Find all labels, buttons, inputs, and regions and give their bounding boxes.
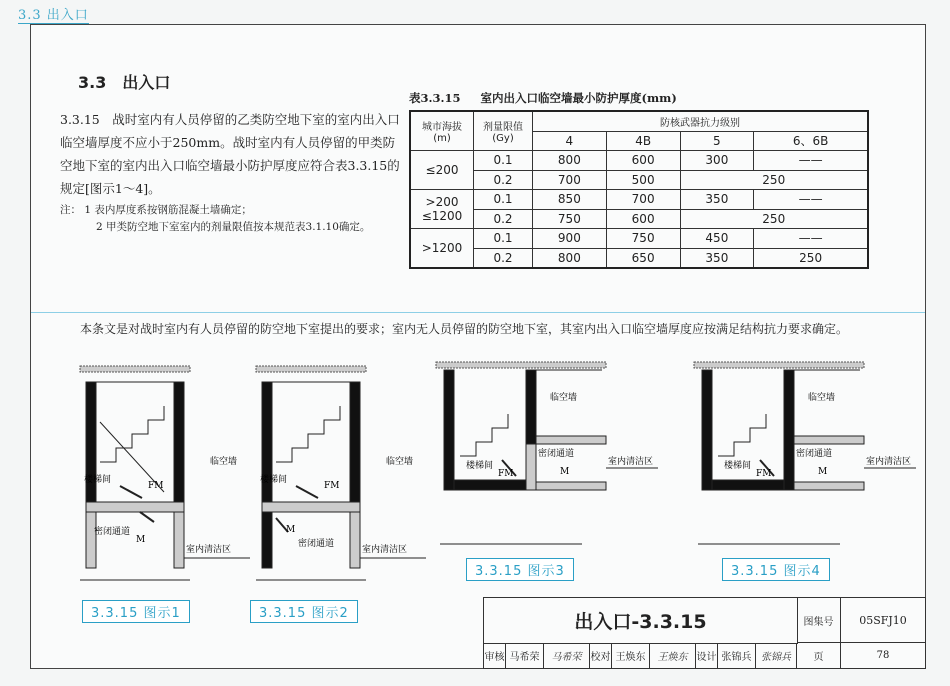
value-cell: 700 xyxy=(533,170,607,190)
diagram-4-label-airlock: 密闭通道 xyxy=(796,449,833,459)
value-cell: 650 xyxy=(606,248,680,268)
value-cell: 750 xyxy=(533,209,607,229)
altitude-cell-b: ≤1200 xyxy=(421,209,463,223)
value-cell: 850 xyxy=(533,190,607,210)
diagram-2-label-fm: FM xyxy=(324,481,340,491)
altitude-cell xyxy=(410,190,474,229)
diagram-2-label-m: M xyxy=(286,525,296,535)
value-cell: 300 xyxy=(680,151,754,171)
header-altitude-unit: (m) xyxy=(433,133,451,144)
value-cell: 450 xyxy=(680,229,754,249)
value-cell: 800 xyxy=(533,151,607,171)
review-label: 审核 xyxy=(484,643,506,669)
caption-diagram-3: 3.3.15 图示3 xyxy=(466,558,574,581)
value-cell: 600 xyxy=(606,209,680,229)
header-dose-unit: (Gy) xyxy=(492,133,514,144)
diagram-3 xyxy=(432,356,662,556)
dose-cell: 0.1 xyxy=(474,151,533,171)
atlas-no: 05SFJ10 xyxy=(841,598,926,643)
header-level: 防核武器抗力级别 xyxy=(533,111,869,131)
diagram-1-label-fm: FM xyxy=(148,481,164,491)
reviewer: 马希荣 xyxy=(506,643,544,669)
atlas-no-label: 图集号 xyxy=(797,598,841,643)
diagram-3-label-fm: FM xyxy=(498,469,514,479)
altitude-cell: ≤200 xyxy=(410,151,474,190)
diagram-4-label-fm: FM xyxy=(756,469,772,479)
value-cell: 700 xyxy=(606,190,680,210)
value-cell: 800 xyxy=(533,248,607,268)
value-cell: 900 xyxy=(533,229,607,249)
diagram-4-label-wall: 临空墙 xyxy=(808,393,836,403)
header-altitude xyxy=(410,111,474,151)
diagram-2-label-wall: 临空墙 xyxy=(386,457,414,467)
check-label: 校对 xyxy=(590,643,612,669)
drawing-title: 出入口-3.3.15 xyxy=(484,598,798,644)
dose-cell: 0.2 xyxy=(474,248,533,268)
designer-signature: 张锦兵 xyxy=(756,643,797,669)
checker-signature: 王焕东 xyxy=(650,643,696,669)
dose-cell: 0.1 xyxy=(474,190,533,210)
header-dose-label: 剂量限值 xyxy=(483,122,523,133)
diagram-1-label-m: M xyxy=(136,535,146,545)
thickness-table xyxy=(409,110,869,269)
value-cell: —— xyxy=(754,190,868,210)
diagram-1-label-airlock: 密闭通道 xyxy=(94,527,131,537)
diagram-3-label-clean: 室内清洁区 xyxy=(608,457,654,467)
level-cell: 4B xyxy=(606,131,680,151)
design-label: 设计 xyxy=(696,643,718,669)
diagram-3-label-wall: 临空墙 xyxy=(550,393,578,403)
diagram-1-label-stair: 楼梯间 xyxy=(84,475,112,485)
section-divider xyxy=(31,312,925,313)
value-cell: —— xyxy=(754,229,868,249)
note-2: 2 甲类防空地下室室内的剂量限值按本规范表3.1.10确定。 xyxy=(96,221,371,233)
value-cell: 750 xyxy=(606,229,680,249)
notes xyxy=(60,202,405,236)
diagram-1-label-wall: 临空墙 xyxy=(210,457,238,467)
title-block xyxy=(483,597,926,669)
diagram-4-label-clean: 室内清洁区 xyxy=(866,457,912,467)
reviewer-signature: 马希荣 xyxy=(544,643,590,669)
value-cell: 250 xyxy=(680,170,868,190)
level-cell: 6、6B xyxy=(754,131,868,151)
page-label: 页 xyxy=(797,643,841,669)
diagram-1 xyxy=(60,362,260,590)
header-altitude-label: 城市海拔 xyxy=(422,122,462,133)
diagram-3-label-airlock: 密闭通道 xyxy=(538,449,575,459)
diagram-2-label-stair: 楼梯间 xyxy=(260,475,288,485)
altitude-cell-a: >200 xyxy=(425,195,459,209)
section-tag: 3.3 出入口 xyxy=(18,4,89,24)
value-cell: 600 xyxy=(606,151,680,171)
diagram-4 xyxy=(690,356,920,556)
dose-cell: 0.1 xyxy=(474,229,533,249)
value-cell: 350 xyxy=(680,190,754,210)
value-cell: 250 xyxy=(754,248,868,268)
value-cell: —— xyxy=(754,151,868,171)
page-number: 78 xyxy=(841,643,926,669)
header-dose xyxy=(474,111,533,151)
diagram-2 xyxy=(236,362,436,590)
explanation-text: 本条文是对战时室内有人员停留的防空地下室提出的要求；室内无人员停留的防空地下室，其室内出入口临空墙厚度应按满足结构抗力要求确定。 xyxy=(80,322,849,336)
value-cell: 350 xyxy=(680,248,754,268)
diagram-4-label-stair: 楼梯间 xyxy=(724,461,752,471)
level-cell: 5 xyxy=(680,131,754,151)
caption-diagram-1: 3.3.15 图示1 xyxy=(82,600,190,623)
altitude-cell: >1200 xyxy=(410,229,474,269)
clause-text: 3.3.15 战时室内有人员停留的乙类防空地下室的室内出入口临空墙厚度不应小于250mm。战时室内有人员停留的甲类防空地下室的室内出入口临空墙最小防护厚度应符合表3.3.15的规定[图示1～4]。 xyxy=(60,112,400,196)
diagram-4-label-m: M xyxy=(818,467,828,477)
dose-cell: 0.2 xyxy=(474,170,533,190)
note-1: 1 表内厚度系按钢筋混凝土墙确定； xyxy=(84,204,252,216)
table-caption-text: 室内出入口临空墙最小防护厚度(mm) xyxy=(480,91,677,105)
diagram-2-label-clean: 室内清洁区 xyxy=(362,545,408,555)
value-cell: 250 xyxy=(680,209,868,229)
table-caption-no: 表3.3.15 xyxy=(409,91,461,105)
level-cell: 4 xyxy=(533,131,607,151)
caption-diagram-4: 3.3.15 图示4 xyxy=(722,558,830,581)
note-prefix: 注： xyxy=(60,204,81,216)
table-caption xyxy=(409,90,677,106)
diagram-2-label-airlock: 密闭通道 xyxy=(298,539,335,549)
diagram-3-label-m: M xyxy=(560,467,570,477)
diagram-3-label-stair: 楼梯间 xyxy=(466,461,494,471)
designer: 张锦兵 xyxy=(718,643,756,669)
value-cell: 500 xyxy=(606,170,680,190)
dose-cell: 0.2 xyxy=(474,209,533,229)
diagram-1-label-clean: 室内清洁区 xyxy=(186,545,232,555)
checker: 王焕东 xyxy=(612,643,650,669)
caption-diagram-2: 3.3.15 图示2 xyxy=(250,600,358,623)
section-title: 3.3 出入口 xyxy=(78,73,171,92)
